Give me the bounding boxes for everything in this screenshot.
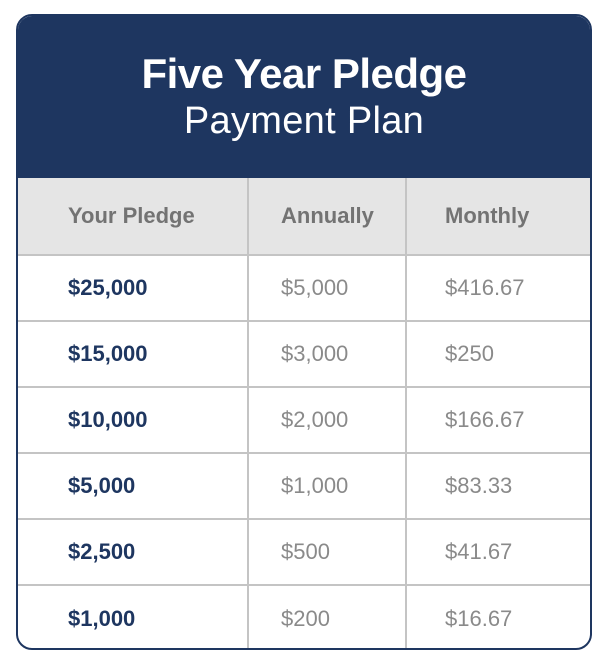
column-header-your-pledge: Your Pledge <box>18 178 248 255</box>
pledge-amount-cell: $15,000 <box>18 321 248 387</box>
table-row <box>18 387 590 453</box>
table-header <box>18 178 590 255</box>
monthly-amount-cell: $416.67 <box>406 255 590 321</box>
pledge-amount-cell: $5,000 <box>18 453 248 519</box>
column-header-annually: Annually <box>248 178 406 255</box>
table-header-row <box>18 178 590 255</box>
card-header <box>18 16 590 178</box>
table-row <box>18 519 590 585</box>
annual-amount-cell: $1,000 <box>248 453 406 519</box>
table-row <box>18 321 590 387</box>
payment-plan-table <box>18 178 590 650</box>
monthly-amount-cell: $166.67 <box>406 387 590 453</box>
table-row <box>18 585 590 650</box>
pledge-amount-cell: $1,000 <box>18 585 248 650</box>
monthly-amount-cell: $41.67 <box>406 519 590 585</box>
monthly-amount-cell: $16.67 <box>445 605 513 631</box>
card-subtitle: Payment Plan <box>183 100 425 142</box>
annual-amount-cell: $500 <box>248 519 406 585</box>
pledge-amount-cell: $25,000 <box>18 255 248 321</box>
pledge-amount-cell: $2,500 <box>18 519 248 585</box>
monthly-amount-cell: $250 <box>406 321 590 387</box>
table-row <box>18 255 590 321</box>
column-header-monthly: Monthly <box>406 178 590 255</box>
table-body <box>18 255 590 650</box>
monthly-amount-cell: $83.33 <box>406 453 590 519</box>
card-title: Five Year Pledge <box>141 50 467 97</box>
table-row <box>18 453 590 519</box>
annual-amount-cell: $5,000 <box>248 255 406 321</box>
annual-amount-cell: $3,000 <box>248 321 406 387</box>
annual-amount-cell: $200 <box>248 585 406 650</box>
pledge-amount-cell: $10,000 <box>18 387 248 453</box>
pledge-card <box>16 14 592 650</box>
annual-amount-cell: $2,000 <box>248 387 406 453</box>
